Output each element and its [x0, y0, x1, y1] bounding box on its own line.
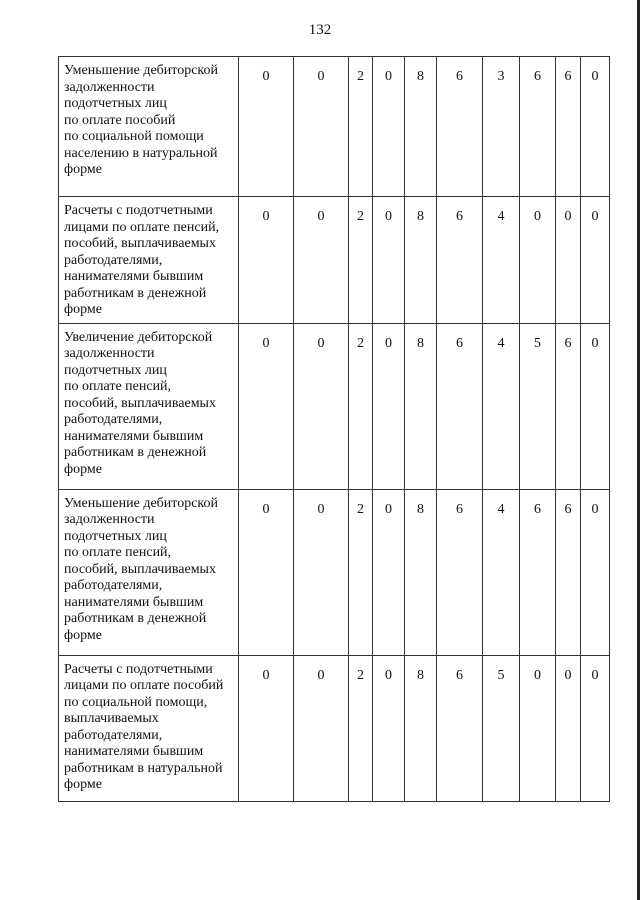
code-digit-cell: 0: [239, 489, 294, 655]
description-line: подотчетных лиц: [64, 528, 167, 544]
code-digit-cell: 2: [349, 489, 373, 655]
code-digit-cell: 6: [437, 323, 483, 489]
description-line: по оплате пенсий,: [64, 545, 172, 560]
description-line: по социальной помощи: [64, 129, 204, 144]
description-line: работникам в денежной: [64, 611, 207, 626]
code-digit-cell: 0: [239, 323, 294, 489]
description-line: нанимателями бывшим: [64, 428, 204, 444]
code-digit-cell: 8: [405, 197, 437, 324]
table-row: [59, 323, 610, 489]
code-digit-cell: 2: [349, 57, 373, 197]
code-digit-cell: 0: [581, 323, 610, 489]
code-digit-cell: 8: [405, 57, 437, 197]
table-row: [59, 57, 610, 197]
description-line: выплачиваемых: [64, 711, 159, 726]
description-line: по оплате пособий: [64, 112, 176, 128]
code-digit-cell: 0: [520, 197, 556, 324]
code-digit-cell: 8: [405, 323, 437, 489]
code-digit-cell: 2: [349, 655, 373, 801]
code-digit-cell: 5: [520, 323, 556, 489]
code-digit-cell: 0: [294, 489, 349, 655]
description-line: форме: [64, 162, 102, 177]
code-digit-cell: 0: [556, 197, 581, 324]
row-description: [59, 197, 239, 324]
table-row: [59, 197, 610, 324]
code-digit-cell: 6: [437, 489, 483, 655]
description-line: работодателями,: [64, 727, 163, 743]
description-line: работодателями,: [64, 412, 163, 427]
description-line: Уменьшение дебиторской: [64, 495, 219, 511]
code-digit-cell: 4: [483, 489, 520, 655]
account-code-table: [58, 56, 610, 802]
code-digit-cell: 0: [294, 655, 349, 801]
code-digit-cell: 0: [556, 655, 581, 801]
description-line: Уменьшение дебиторской: [64, 63, 219, 78]
code-digit-cell: 0: [373, 323, 405, 489]
description-line: населению в натуральной: [64, 145, 218, 161]
description-line: подотчетных лиц: [64, 362, 167, 378]
description-line: Увеличение дебиторской: [64, 329, 213, 345]
code-digit-cell: 0: [294, 323, 349, 489]
code-digit-cell: 4: [483, 197, 520, 324]
code-digit-cell: 6: [556, 57, 581, 197]
code-digit-cell: 0: [294, 197, 349, 324]
description-line: задолженности: [64, 79, 155, 95]
code-digit-cell: 2: [349, 323, 373, 489]
code-digit-cell: 0: [581, 489, 610, 655]
description-line: задолженности: [64, 512, 155, 527]
code-digit-cell: 0: [520, 655, 556, 801]
description-line: по социальной помощи,: [64, 694, 208, 710]
code-digit-cell: 6: [437, 655, 483, 801]
description-line: нанимателями бывшим: [64, 594, 204, 610]
row-description: [59, 489, 239, 655]
description-line: форме: [64, 777, 102, 792]
description-line: Расчеты с подотчетными: [64, 203, 213, 218]
description-line: пособий, выплачиваемых: [64, 395, 216, 411]
code-digit-cell: 0: [294, 57, 349, 197]
row-description: [59, 323, 239, 489]
description-line: лицами по оплате пенсий,: [64, 219, 220, 235]
code-digit-cell: 0: [239, 197, 294, 324]
description-line: пособий, выплачиваемых: [64, 561, 216, 577]
code-digit-cell: 6: [520, 57, 556, 197]
code-digit-cell: 6: [437, 197, 483, 324]
code-digit-cell: 0: [373, 57, 405, 197]
code-digit-cell: 3: [483, 57, 520, 197]
description-line: подотчетных лиц: [64, 96, 167, 111]
code-digit-cell: 6: [520, 489, 556, 655]
description-line: форме: [64, 627, 102, 643]
code-digit-cell: 0: [373, 489, 405, 655]
table-row: [59, 489, 610, 655]
row-description: [59, 655, 239, 801]
code-digit-cell: 0: [581, 655, 610, 801]
code-digit-cell: 0: [581, 197, 610, 324]
description-line: форме: [64, 302, 102, 317]
code-digit-cell: 0: [239, 57, 294, 197]
description-line: Расчеты с подотчетными: [64, 661, 213, 677]
code-digit-cell: 0: [373, 197, 405, 324]
description-line: по оплате пенсий,: [64, 379, 172, 394]
description-line: работникам в денежной: [64, 445, 207, 460]
code-digit-cell: 5: [483, 655, 520, 801]
description-line: работодателями,: [64, 252, 163, 268]
row-description: [59, 57, 239, 197]
code-digit-cell: 4: [483, 323, 520, 489]
description-line: лицами по оплате пособий: [64, 678, 224, 693]
table-container: [58, 56, 610, 802]
code-digit-cell: 6: [437, 57, 483, 197]
table-body: [59, 57, 610, 802]
description-line: работникам в денежной: [64, 285, 207, 301]
description-line: форме: [64, 461, 102, 477]
code-digit-cell: 6: [556, 489, 581, 655]
code-digit-cell: 0: [581, 57, 610, 197]
description-line: задолженности: [64, 346, 155, 361]
description-line: нанимателями бывшим: [64, 744, 204, 759]
code-digit-cell: 2: [349, 197, 373, 324]
table-row: [59, 655, 610, 801]
description-line: пособий, выплачиваемых: [64, 236, 216, 251]
code-digit-cell: 0: [373, 655, 405, 801]
description-line: нанимателями бывшим: [64, 269, 204, 284]
description-line: работодателями,: [64, 578, 163, 593]
code-digit-cell: 6: [556, 323, 581, 489]
page-number: 132: [308, 22, 332, 38]
code-digit-cell: 0: [239, 655, 294, 801]
code-digit-cell: 8: [405, 489, 437, 655]
description-line: работникам в натуральной: [64, 760, 223, 776]
code-digit-cell: 8: [405, 655, 437, 801]
